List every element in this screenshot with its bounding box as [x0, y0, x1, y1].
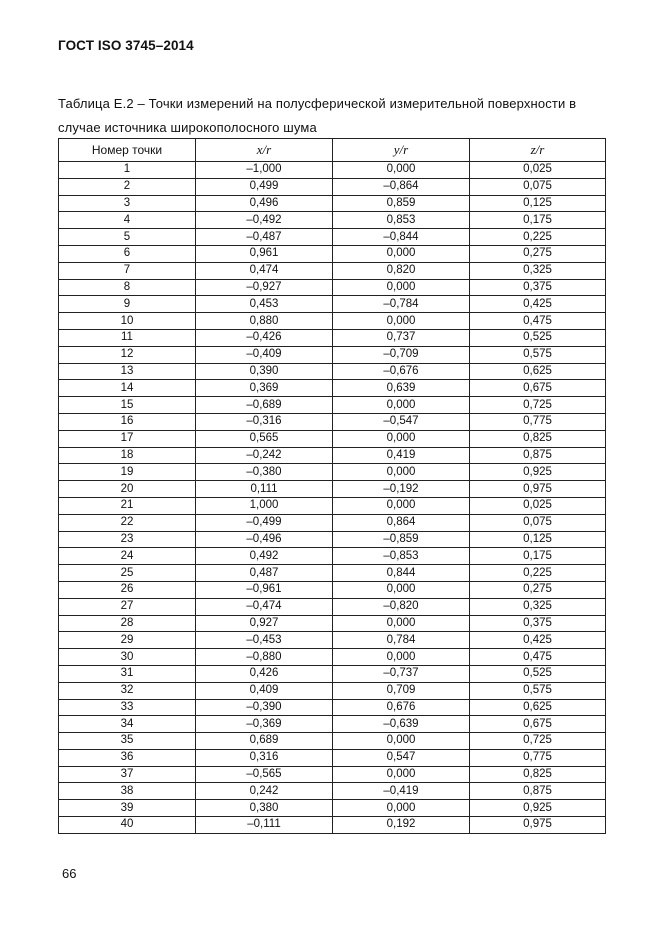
table-row — [59, 346, 606, 363]
table-row — [59, 329, 606, 346]
point-number-cell: 1 — [59, 162, 196, 179]
z-r-cell: 0,025 — [470, 497, 606, 514]
y-r-cell: 0,709 — [333, 682, 470, 699]
table-row — [59, 447, 606, 464]
table-row — [59, 665, 606, 682]
x-r-cell: –0,565 — [196, 766, 333, 783]
table-row — [59, 162, 606, 179]
table-row — [59, 783, 606, 800]
document-header: ГОСТ ISO 3745–2014 — [58, 38, 194, 53]
z-r-cell: 0,025 — [470, 162, 606, 179]
point-number-cell: 3 — [59, 195, 196, 212]
column-header-z-r: z/r — [470, 139, 606, 162]
point-number-cell: 13 — [59, 363, 196, 380]
point-number-cell: 19 — [59, 464, 196, 481]
point-number-cell: 16 — [59, 413, 196, 430]
point-number-cell: 33 — [59, 699, 196, 716]
x-r-cell: 0,689 — [196, 733, 333, 750]
column-header-y-r: y/r — [333, 139, 470, 162]
z-r-cell: 0,375 — [470, 615, 606, 632]
z-r-cell: 0,975 — [470, 817, 606, 834]
table-row — [59, 481, 606, 498]
y-r-cell: –0,853 — [333, 548, 470, 565]
z-r-cell: 0,475 — [470, 313, 606, 330]
x-r-cell: –0,880 — [196, 649, 333, 666]
y-r-cell: –0,639 — [333, 716, 470, 733]
table-row — [59, 531, 606, 548]
x-r-cell: 0,426 — [196, 665, 333, 682]
x-r-cell: 0,565 — [196, 430, 333, 447]
y-r-cell: –0,676 — [333, 363, 470, 380]
table-row — [59, 497, 606, 514]
z-r-cell: 0,175 — [470, 212, 606, 229]
x-r-cell: 0,496 — [196, 195, 333, 212]
table-row — [59, 682, 606, 699]
y-r-cell: –0,844 — [333, 229, 470, 246]
z-r-cell: 0,725 — [470, 397, 606, 414]
x-r-cell: –0,474 — [196, 598, 333, 615]
table-row — [59, 363, 606, 380]
x-r-cell: 0,242 — [196, 783, 333, 800]
x-r-cell: 1,000 — [196, 497, 333, 514]
x-r-cell: 0,369 — [196, 380, 333, 397]
x-r-cell: –0,380 — [196, 464, 333, 481]
table-row — [59, 817, 606, 834]
table-row — [59, 212, 606, 229]
z-r-cell: 0,925 — [470, 800, 606, 817]
y-r-cell: 0,844 — [333, 565, 470, 582]
z-r-cell: 0,925 — [470, 464, 606, 481]
y-r-cell: –0,859 — [333, 531, 470, 548]
point-number-cell: 34 — [59, 716, 196, 733]
table-row — [59, 262, 606, 279]
y-r-cell: 0,853 — [333, 212, 470, 229]
point-number-cell: 36 — [59, 749, 196, 766]
z-r-cell: 0,575 — [470, 346, 606, 363]
y-r-cell: 0,000 — [333, 800, 470, 817]
table-row — [59, 766, 606, 783]
x-r-cell: –0,242 — [196, 447, 333, 464]
z-r-cell: 0,275 — [470, 581, 606, 598]
table-header-row — [59, 139, 606, 162]
y-r-cell: 0,000 — [333, 397, 470, 414]
y-r-cell: –0,737 — [333, 665, 470, 682]
y-r-cell: 0,859 — [333, 195, 470, 212]
x-r-cell: 0,961 — [196, 245, 333, 262]
x-r-cell: –0,409 — [196, 346, 333, 363]
point-number-cell: 18 — [59, 447, 196, 464]
y-r-cell: 0,547 — [333, 749, 470, 766]
point-number-cell: 4 — [59, 212, 196, 229]
x-r-cell: –0,487 — [196, 229, 333, 246]
x-r-cell: 0,499 — [196, 178, 333, 195]
z-r-cell: 0,275 — [470, 245, 606, 262]
table-row — [59, 699, 606, 716]
x-r-cell: 0,390 — [196, 363, 333, 380]
x-r-cell: –0,492 — [196, 212, 333, 229]
table-row — [59, 565, 606, 582]
table-row — [59, 632, 606, 649]
table-row — [59, 598, 606, 615]
point-number-cell: 37 — [59, 766, 196, 783]
x-r-cell: –0,496 — [196, 531, 333, 548]
column-header-point-number: Номер точки — [59, 139, 196, 162]
table-row — [59, 245, 606, 262]
y-r-cell: 0,784 — [333, 632, 470, 649]
y-r-cell: –0,547 — [333, 413, 470, 430]
table-row — [59, 279, 606, 296]
x-r-cell: –1,000 — [196, 162, 333, 179]
point-number-cell: 23 — [59, 531, 196, 548]
point-number-cell: 32 — [59, 682, 196, 699]
z-r-cell: 0,325 — [470, 598, 606, 615]
x-r-cell: 0,487 — [196, 565, 333, 582]
point-number-cell: 9 — [59, 296, 196, 313]
x-r-cell: –0,927 — [196, 279, 333, 296]
z-r-cell: 0,375 — [470, 279, 606, 296]
y-r-cell: 0,000 — [333, 497, 470, 514]
z-r-cell: 0,825 — [470, 430, 606, 447]
z-r-cell: 0,225 — [470, 565, 606, 582]
y-r-cell: –0,864 — [333, 178, 470, 195]
z-r-cell: 0,675 — [470, 380, 606, 397]
x-r-cell: –0,453 — [196, 632, 333, 649]
point-number-cell: 24 — [59, 548, 196, 565]
point-number-cell: 20 — [59, 481, 196, 498]
point-number-cell: 5 — [59, 229, 196, 246]
table-row — [59, 397, 606, 414]
point-number-cell: 15 — [59, 397, 196, 414]
table-caption — [58, 92, 608, 140]
y-r-cell: –0,709 — [333, 346, 470, 363]
table-row — [59, 548, 606, 565]
z-r-cell: 0,575 — [470, 682, 606, 699]
x-r-cell: 0,927 — [196, 615, 333, 632]
table-body — [59, 162, 606, 834]
y-r-cell: 0,000 — [333, 581, 470, 598]
z-r-cell: 0,075 — [470, 514, 606, 531]
y-r-cell: 0,820 — [333, 262, 470, 279]
y-r-cell: 0,000 — [333, 733, 470, 750]
z-r-cell: 0,125 — [470, 195, 606, 212]
point-number-cell: 17 — [59, 430, 196, 447]
x-r-cell: 0,409 — [196, 682, 333, 699]
point-number-cell: 40 — [59, 817, 196, 834]
y-r-cell: 0,639 — [333, 380, 470, 397]
z-r-cell: 0,125 — [470, 531, 606, 548]
point-number-cell: 27 — [59, 598, 196, 615]
y-r-cell: 0,737 — [333, 329, 470, 346]
y-r-cell: –0,192 — [333, 481, 470, 498]
y-r-cell: 0,676 — [333, 699, 470, 716]
table-row — [59, 615, 606, 632]
table-caption-line-1: Таблица Е.2 – Точки измерений на полусферической измерительной поверхности в — [58, 96, 577, 111]
y-r-cell: 0,000 — [333, 464, 470, 481]
x-r-cell: 0,880 — [196, 313, 333, 330]
point-number-cell: 7 — [59, 262, 196, 279]
point-number-cell: 29 — [59, 632, 196, 649]
table-row — [59, 195, 606, 212]
z-r-cell: 0,875 — [470, 447, 606, 464]
point-number-cell: 28 — [59, 615, 196, 632]
y-r-cell: –0,820 — [333, 598, 470, 615]
y-r-cell: 0,000 — [333, 162, 470, 179]
y-r-cell: 0,864 — [333, 514, 470, 531]
z-r-cell: 0,325 — [470, 262, 606, 279]
y-r-cell: 0,000 — [333, 649, 470, 666]
point-number-cell: 14 — [59, 380, 196, 397]
z-r-cell: 0,775 — [470, 413, 606, 430]
point-number-cell: 39 — [59, 800, 196, 817]
z-r-cell: 0,975 — [470, 481, 606, 498]
table-row — [59, 749, 606, 766]
x-r-cell: 0,380 — [196, 800, 333, 817]
y-r-cell: 0,000 — [333, 279, 470, 296]
z-r-cell: 0,525 — [470, 665, 606, 682]
point-number-cell: 31 — [59, 665, 196, 682]
x-r-cell: 0,316 — [196, 749, 333, 766]
table-row — [59, 178, 606, 195]
table-row — [59, 800, 606, 817]
point-number-cell: 11 — [59, 329, 196, 346]
x-r-cell: 0,492 — [196, 548, 333, 565]
point-number-cell: 21 — [59, 497, 196, 514]
table-row — [59, 413, 606, 430]
table-row — [59, 296, 606, 313]
x-r-cell: –0,316 — [196, 413, 333, 430]
y-r-cell: –0,784 — [333, 296, 470, 313]
y-r-cell: 0,000 — [333, 245, 470, 262]
z-r-cell: 0,675 — [470, 716, 606, 733]
z-r-cell: 0,825 — [470, 766, 606, 783]
x-r-cell: 0,474 — [196, 262, 333, 279]
measurement-points-table — [58, 138, 606, 834]
x-r-cell: –0,689 — [196, 397, 333, 414]
table-row — [59, 380, 606, 397]
z-r-cell: 0,175 — [470, 548, 606, 565]
point-number-cell: 6 — [59, 245, 196, 262]
point-number-cell: 22 — [59, 514, 196, 531]
column-header-x-r: x/r — [196, 139, 333, 162]
x-r-cell: –0,390 — [196, 699, 333, 716]
point-number-cell: 26 — [59, 581, 196, 598]
point-number-cell: 30 — [59, 649, 196, 666]
y-r-cell: 0,192 — [333, 817, 470, 834]
point-number-cell: 25 — [59, 565, 196, 582]
table-row — [59, 649, 606, 666]
x-r-cell: 0,111 — [196, 481, 333, 498]
point-number-cell: 35 — [59, 733, 196, 750]
table-row — [59, 229, 606, 246]
table-row — [59, 430, 606, 447]
z-r-cell: 0,525 — [470, 329, 606, 346]
z-r-cell: 0,775 — [470, 749, 606, 766]
x-r-cell: –0,426 — [196, 329, 333, 346]
z-r-cell: 0,475 — [470, 649, 606, 666]
y-r-cell: 0,000 — [333, 313, 470, 330]
point-number-cell: 2 — [59, 178, 196, 195]
z-r-cell: 0,425 — [470, 296, 606, 313]
y-r-cell: 0,419 — [333, 447, 470, 464]
z-r-cell: 0,075 — [470, 178, 606, 195]
table-row — [59, 514, 606, 531]
x-r-cell: –0,369 — [196, 716, 333, 733]
table-row — [59, 464, 606, 481]
page-number: 66 — [62, 866, 77, 881]
y-r-cell: 0,000 — [333, 430, 470, 447]
z-r-cell: 0,625 — [470, 363, 606, 380]
table-caption-line-2: случае источника широкополосного шума — [58, 120, 317, 135]
point-number-cell: 38 — [59, 783, 196, 800]
z-r-cell: 0,425 — [470, 632, 606, 649]
table-row — [59, 313, 606, 330]
table-row — [59, 733, 606, 750]
z-r-cell: 0,225 — [470, 229, 606, 246]
x-r-cell: –0,961 — [196, 581, 333, 598]
x-r-cell: 0,453 — [196, 296, 333, 313]
z-r-cell: 0,875 — [470, 783, 606, 800]
table-row — [59, 716, 606, 733]
point-number-cell: 10 — [59, 313, 196, 330]
z-r-cell: 0,625 — [470, 699, 606, 716]
y-r-cell: –0,419 — [333, 783, 470, 800]
y-r-cell: 0,000 — [333, 766, 470, 783]
table-row — [59, 581, 606, 598]
x-r-cell: –0,111 — [196, 817, 333, 834]
z-r-cell: 0,725 — [470, 733, 606, 750]
y-r-cell: 0,000 — [333, 615, 470, 632]
point-number-cell: 12 — [59, 346, 196, 363]
point-number-cell: 8 — [59, 279, 196, 296]
x-r-cell: –0,499 — [196, 514, 333, 531]
